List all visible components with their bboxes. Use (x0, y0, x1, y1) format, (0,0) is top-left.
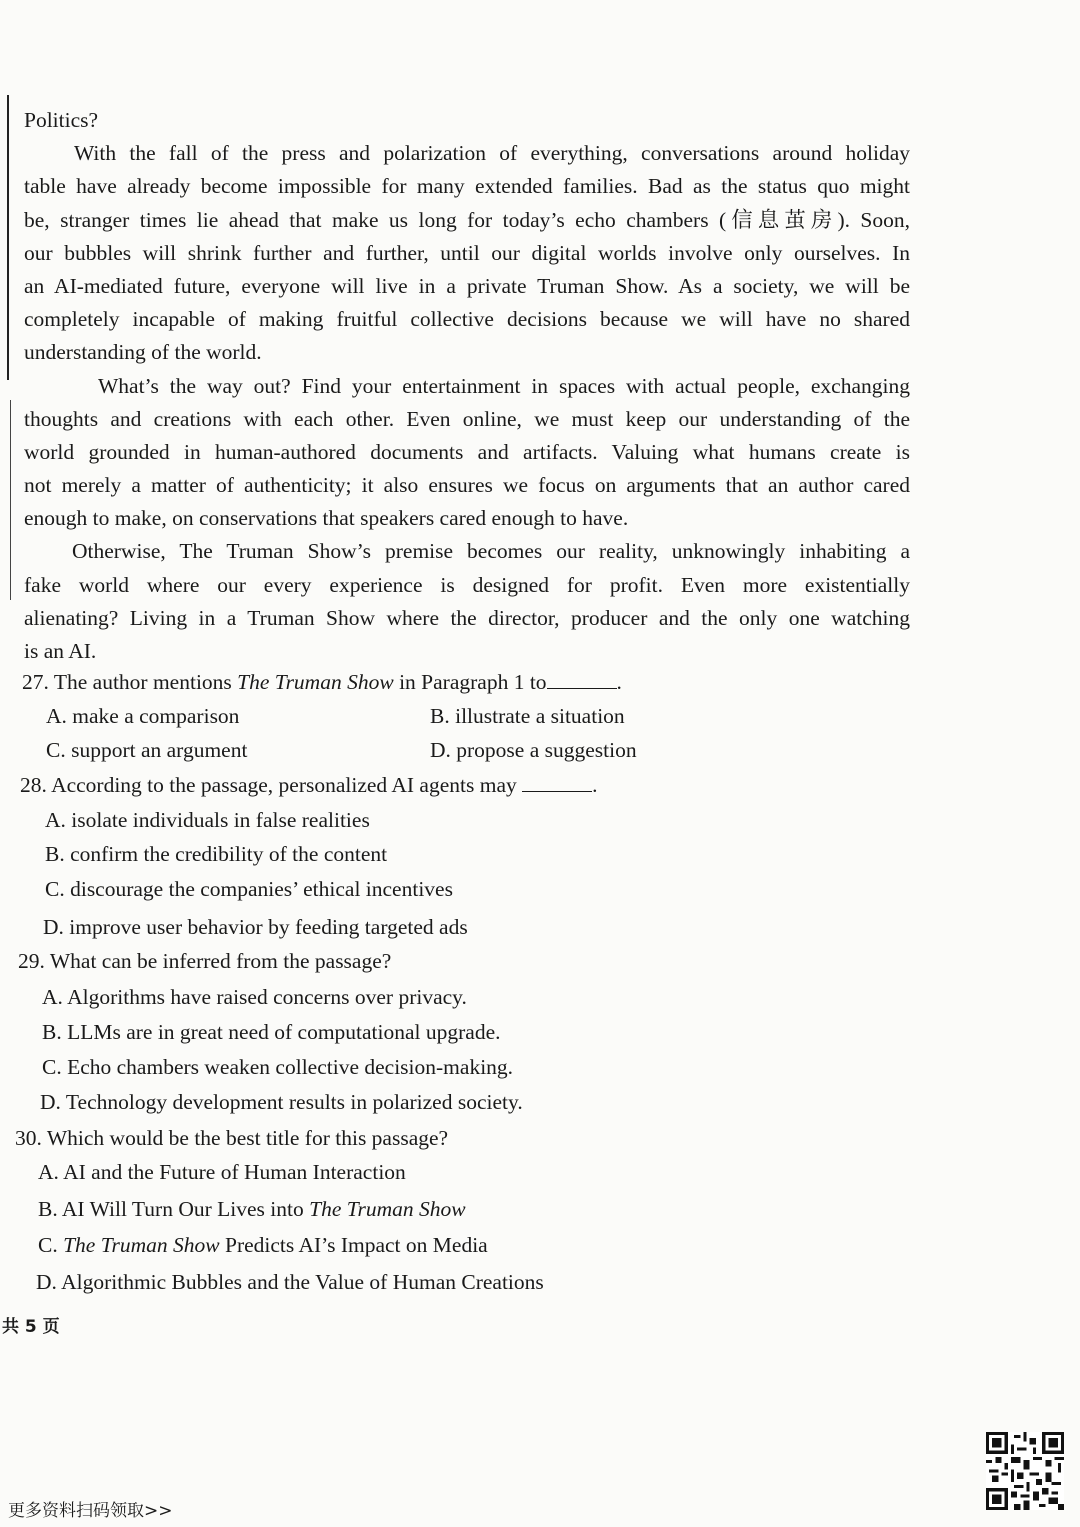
page-count: 共 5 页 (2, 1317, 60, 1337)
question-30-option-c: C. The Truman Show Predicts AI’s Impact on Media (38, 1233, 488, 1257)
question-29-stem: 29. What can be inferred from the passage? (18, 949, 392, 973)
question-27-option-a: A. make a comparison (46, 704, 240, 728)
question-29-option-c: C. Echo chambers weaken collective decision-making. (42, 1055, 514, 1079)
passage-line: be, stranger times lie ahead that make us long for today’s echo chambers (信息茧房). Soon, (24, 207, 910, 232)
passage-line: completely incapable of making fruitful collective decisions because we will have no shared (24, 307, 910, 332)
more-resources-link[interactable]: 更多资料扫码领取>> (8, 1501, 173, 1521)
answer-blank (522, 773, 592, 792)
passage-line: table have already become impossible for many extended families. Bad as the status quo might (24, 174, 910, 199)
question-28-option-a: A. isolate individuals in false realities (45, 808, 370, 832)
passage-line: understanding of the world. (24, 340, 262, 365)
qr-code-icon[interactable] (986, 1432, 1064, 1510)
question-29-option-a: A. Algorithms have raised concerns over privacy. (42, 985, 467, 1009)
question-28-stem: 28. According to the passage, personalized AI agents may . (20, 773, 598, 797)
question-27-option-d: D. propose a suggestion (430, 738, 637, 762)
passage-line: Politics? (24, 108, 99, 132)
question-30-stem: 30. Which would be the best title for this passage? (15, 1126, 449, 1150)
passage-line: thoughts and creations with each other. Even online, we must keep our understanding of the (24, 406, 910, 431)
passage-line: is an AI. (24, 639, 97, 663)
passage-line: an AI-mediated future, everyone will live in a private Truman Show. As a society, we will be (24, 273, 910, 298)
passage-line: fake world where our every experience is designed for profit. Even more existentially (24, 572, 910, 597)
margin-line (10, 400, 11, 600)
passage-line: What’s the way out? Find your entertainment in spaces with actual people, exchanging (98, 373, 910, 398)
reading-passage (24, 104, 910, 668)
question-30-option-b: B. AI Will Turn Our Lives into The Truman Show (38, 1197, 466, 1221)
passage-line: not merely a matter of authenticity; it also ensures we focus on arguments that an author cared (24, 473, 910, 498)
passage-line: With the fall of the press and polarization of everything, conversations around holiday (74, 141, 910, 166)
question-30-option-a: A. AI and the Future of Human Interaction (38, 1160, 406, 1184)
question-27-stem: 27. The author mentions The Truman Show in Paragraph 1 to . (22, 670, 622, 694)
question-27-option-b: B. illustrate a situation (430, 704, 625, 728)
passage-line: our bubbles will shrink further and further, until our digital worlds involve only ourselves. In (24, 240, 910, 265)
question-30-option-d: D. Algorithmic Bubbles and the Value of Human Creations (36, 1270, 544, 1294)
question-28-option-d: D. improve user behavior by feeding targeted ads (43, 915, 468, 939)
answer-blank (547, 670, 617, 689)
passage-line: alienating? Living in a Truman Show where the director, producer and the only one watching (24, 605, 910, 630)
question-28-option-b: B. confirm the credibility of the content (45, 842, 388, 866)
passage-line: world grounded in human-authored documents and artifacts. Valuing what humans create is (24, 439, 910, 464)
question-27-option-c: C. support an argument (46, 738, 248, 762)
question-29-option-d: D. Technology development results in polarized society. (40, 1090, 523, 1114)
question-28-option-c: C. discourage the companies’ ethical incentives (45, 877, 453, 901)
question-29-option-b: B. LLMs are in great need of computational upgrade. (42, 1020, 501, 1044)
passage-line: Otherwise, The Truman Show’s premise becomes our reality, unknowingly inhabiting a (72, 539, 910, 564)
passage-line: enough to make, on conservations that speakers cared enough to have. (24, 506, 629, 531)
margin-line (7, 95, 9, 380)
